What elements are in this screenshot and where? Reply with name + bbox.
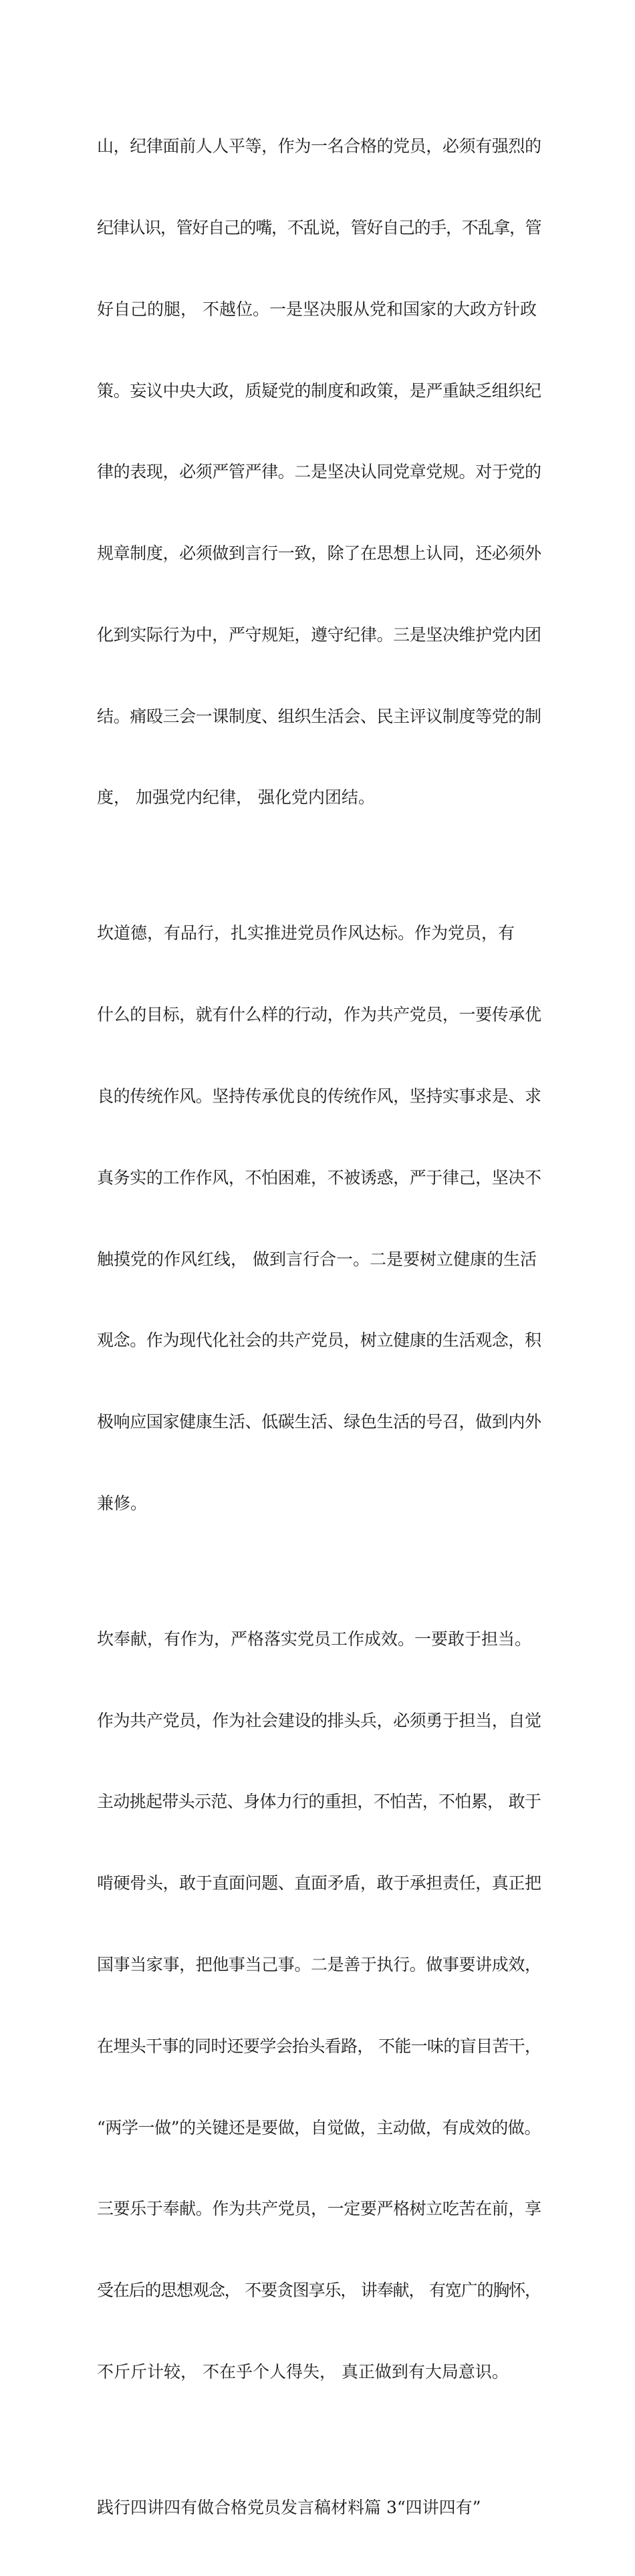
text-line: 作为共产党员，作为社会建设的排头兵，必须勇于担当，自觉	[97, 1710, 541, 1730]
text-line: 坎道德，有品行，扎实推进党员作风达标。作为党员，有	[97, 923, 515, 943]
text-line: 不斤斤计较， 不在乎个人得失， 真正做到有大局意识。	[97, 2361, 509, 2381]
text-line: 纪律认识，管好自己的嘴，不乱说，管好自己的手，不乱拿，管	[97, 217, 541, 237]
paragraph-discipline	[97, 79, 545, 866]
text-line: 践行四讲四有做合格党员发言稿材料篇 3“四讲四有”	[97, 2497, 481, 2517]
text-line: 观念。作为现代化社会的共产党员，树立健康的生活观念，积	[97, 1330, 541, 1351]
text-line: 规章制度，必须做到言行一致，除了在思想上认同，还必须外	[97, 544, 541, 564]
text-line: “两学一做”的关键还是要做，自觉做，主动做，有成效的做。	[97, 2117, 541, 2137]
text-line: 真务实的工作作风，不怕困难，不被诱惑，严于律己，坚决不	[97, 1167, 541, 1187]
paragraph-dedication	[97, 1572, 545, 2440]
text-line: 律的表现，必须严管严律。二是坚决认同党章党规。对于党的	[97, 462, 541, 482]
paragraph-section-heading	[97, 2440, 545, 2576]
text-line: 国事当家事，把他事当己事。二是善于执行。做事要讲成效，	[97, 1954, 541, 1974]
document-body	[97, 79, 545, 2576]
text-line: 什么的目标，就有什么样的行动，作为共产党员，一要传承优	[97, 1005, 541, 1025]
text-line: 主动挑起带头示范、身体力行的重担，不怕苦，不怕累， 敢于	[97, 1792, 541, 1812]
text-line: 受在后的思想观念， 不要贪图享乐， 讲奉献， 有宽广的胸怀，	[97, 2280, 541, 2301]
text-line: 策。妄议中央大政，质疑党的制度和政策，是严重缺乏组织纪	[97, 380, 541, 400]
text-line: 在埋头干事的同时还要学会抬头看路， 不能一味的盲目苦干，	[97, 2036, 541, 2056]
text-line: 三要乐于奉献。作为共产党员，一定要严格树立吃苦在前，享	[97, 2199, 541, 2219]
text-line: 兼修。	[97, 1493, 148, 1513]
paragraph-morality	[97, 866, 545, 1571]
text-line: 触摸党的作风红线， 做到言行合一。二是要树立健康的生活	[97, 1249, 537, 1269]
text-line: 山，纪律面前人人平等，作为一名合格的党员，必须有强烈的	[97, 136, 541, 156]
text-line: 极响应国家健康生活、低碳生活、绿色生活的号召，做到内外	[97, 1412, 541, 1432]
text-line: 坎奉献，有作为，严格落实党员工作成效。一要敢于担当。	[97, 1629, 532, 1649]
text-line: 结。痛殴三会一课制度、组织生活会、民主评议制度等党的制	[97, 706, 541, 726]
text-line: 良的传统作风。坚持传承优良的传统作风，坚持实事求是、求	[97, 1086, 541, 1106]
text-line: 化到实际行为中，严守规矩，遵守纪律。三是坚决维护党内团	[97, 624, 541, 645]
text-line: 啃硬骨头，敢于直面问题、直面矛盾，敢于承担责任，真正把	[97, 1873, 541, 1893]
text-line: 度， 加强党内纪律， 强化党内团结。	[97, 788, 375, 808]
text-line: 好自己的腿， 不越位。一是坚决服从党和国家的大政方针政	[97, 299, 537, 319]
